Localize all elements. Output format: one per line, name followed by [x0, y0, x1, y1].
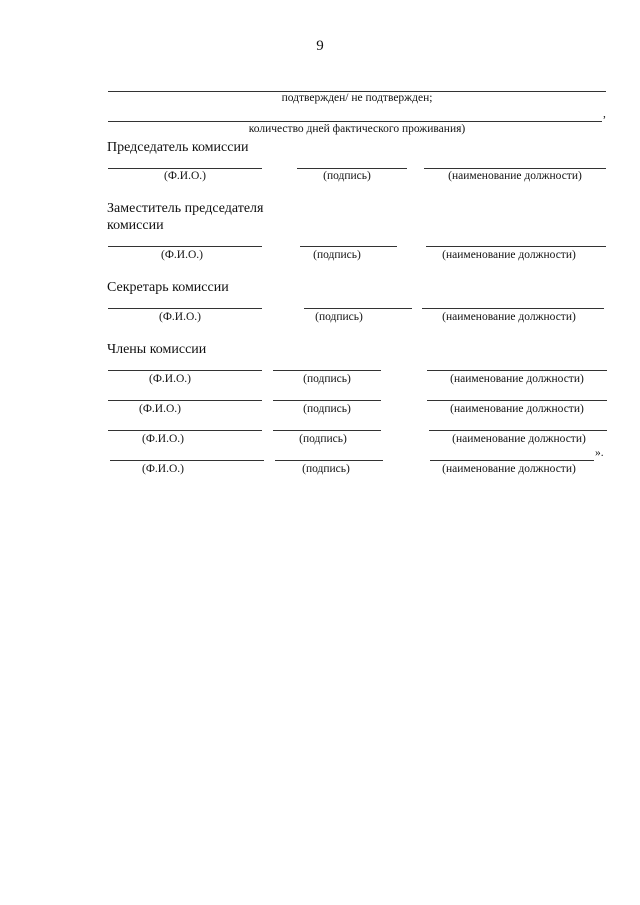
member-4-position-line — [430, 460, 594, 461]
confirmation-caption: подтвержден/ не подтвержден; — [281, 92, 433, 104]
chairman-fio-line — [108, 168, 262, 169]
member-2-fio-caption: (Ф.И.О.) — [139, 403, 181, 415]
member-4-signature-caption: (подпись) — [302, 463, 350, 475]
days-trailing-mark: , — [603, 108, 606, 120]
deputy-fio-line — [108, 246, 262, 247]
chairman-signature-caption: (подпись) — [323, 170, 371, 182]
closing-mark: ». — [595, 447, 604, 459]
deputy-signature-line — [300, 246, 397, 247]
deputy-position-caption: (наименование должности) — [442, 249, 576, 261]
member-3-fio-caption: (Ф.И.О.) — [142, 433, 184, 445]
member-4-signature-line — [275, 460, 383, 461]
deputy-position-line — [426, 246, 606, 247]
chairman-signature-line — [297, 168, 407, 169]
deputy-heading: Заместитель председателя комиссии — [107, 201, 264, 233]
deputy-fio-caption: (Ф.И.О.) — [161, 249, 203, 261]
member-1-position-caption: (наименование должности) — [450, 373, 584, 385]
member-3-position-caption: (наименование должности) — [452, 433, 586, 445]
member-3-fio-line — [108, 430, 262, 431]
member-2-fio-line — [108, 400, 262, 401]
member-1-signature-caption: (подпись) — [303, 373, 351, 385]
page-number: 9 — [316, 38, 324, 54]
member-3-signature-line — [273, 430, 381, 431]
member-1-fio-caption: (Ф.И.О.) — [149, 373, 191, 385]
members-heading: Члены комиссии — [107, 342, 207, 357]
member-1-signature-line — [273, 370, 381, 371]
member-2-signature-line — [273, 400, 381, 401]
secretary-fio-caption: (Ф.И.О.) — [159, 311, 201, 323]
member-3-signature-caption: (подпись) — [299, 433, 347, 445]
member-3-position-line — [429, 430, 607, 431]
member-2-position-line — [427, 400, 607, 401]
member-2-signature-caption: (подпись) — [303, 403, 351, 415]
days-line — [108, 121, 602, 122]
member-2-position-caption: (наименование должности) — [450, 403, 584, 415]
member-4-fio-caption: (Ф.И.О.) — [142, 463, 184, 475]
member-4-position-caption: (наименование должности) — [442, 463, 576, 475]
secretary-signature-caption: (подпись) — [315, 311, 363, 323]
deputy-signature-caption: (подпись) — [313, 249, 361, 261]
secretary-heading: Секретарь комиссии — [107, 280, 229, 295]
secretary-signature-line — [304, 308, 412, 309]
days-caption: количество дней фактического проживания) — [248, 123, 466, 135]
secretary-fio-line — [108, 308, 262, 309]
member-1-position-line — [427, 370, 607, 371]
secretary-position-line — [422, 308, 604, 309]
chairman-position-caption: (наименование должности) — [448, 170, 582, 182]
chairman-heading: Председатель комиссии — [107, 140, 249, 155]
member-4-fio-line — [110, 460, 264, 461]
chairman-position-line — [424, 168, 606, 169]
member-1-fio-line — [108, 370, 262, 371]
chairman-fio-caption: (Ф.И.О.) — [164, 170, 206, 182]
secretary-position-caption: (наименование должности) — [442, 311, 576, 323]
